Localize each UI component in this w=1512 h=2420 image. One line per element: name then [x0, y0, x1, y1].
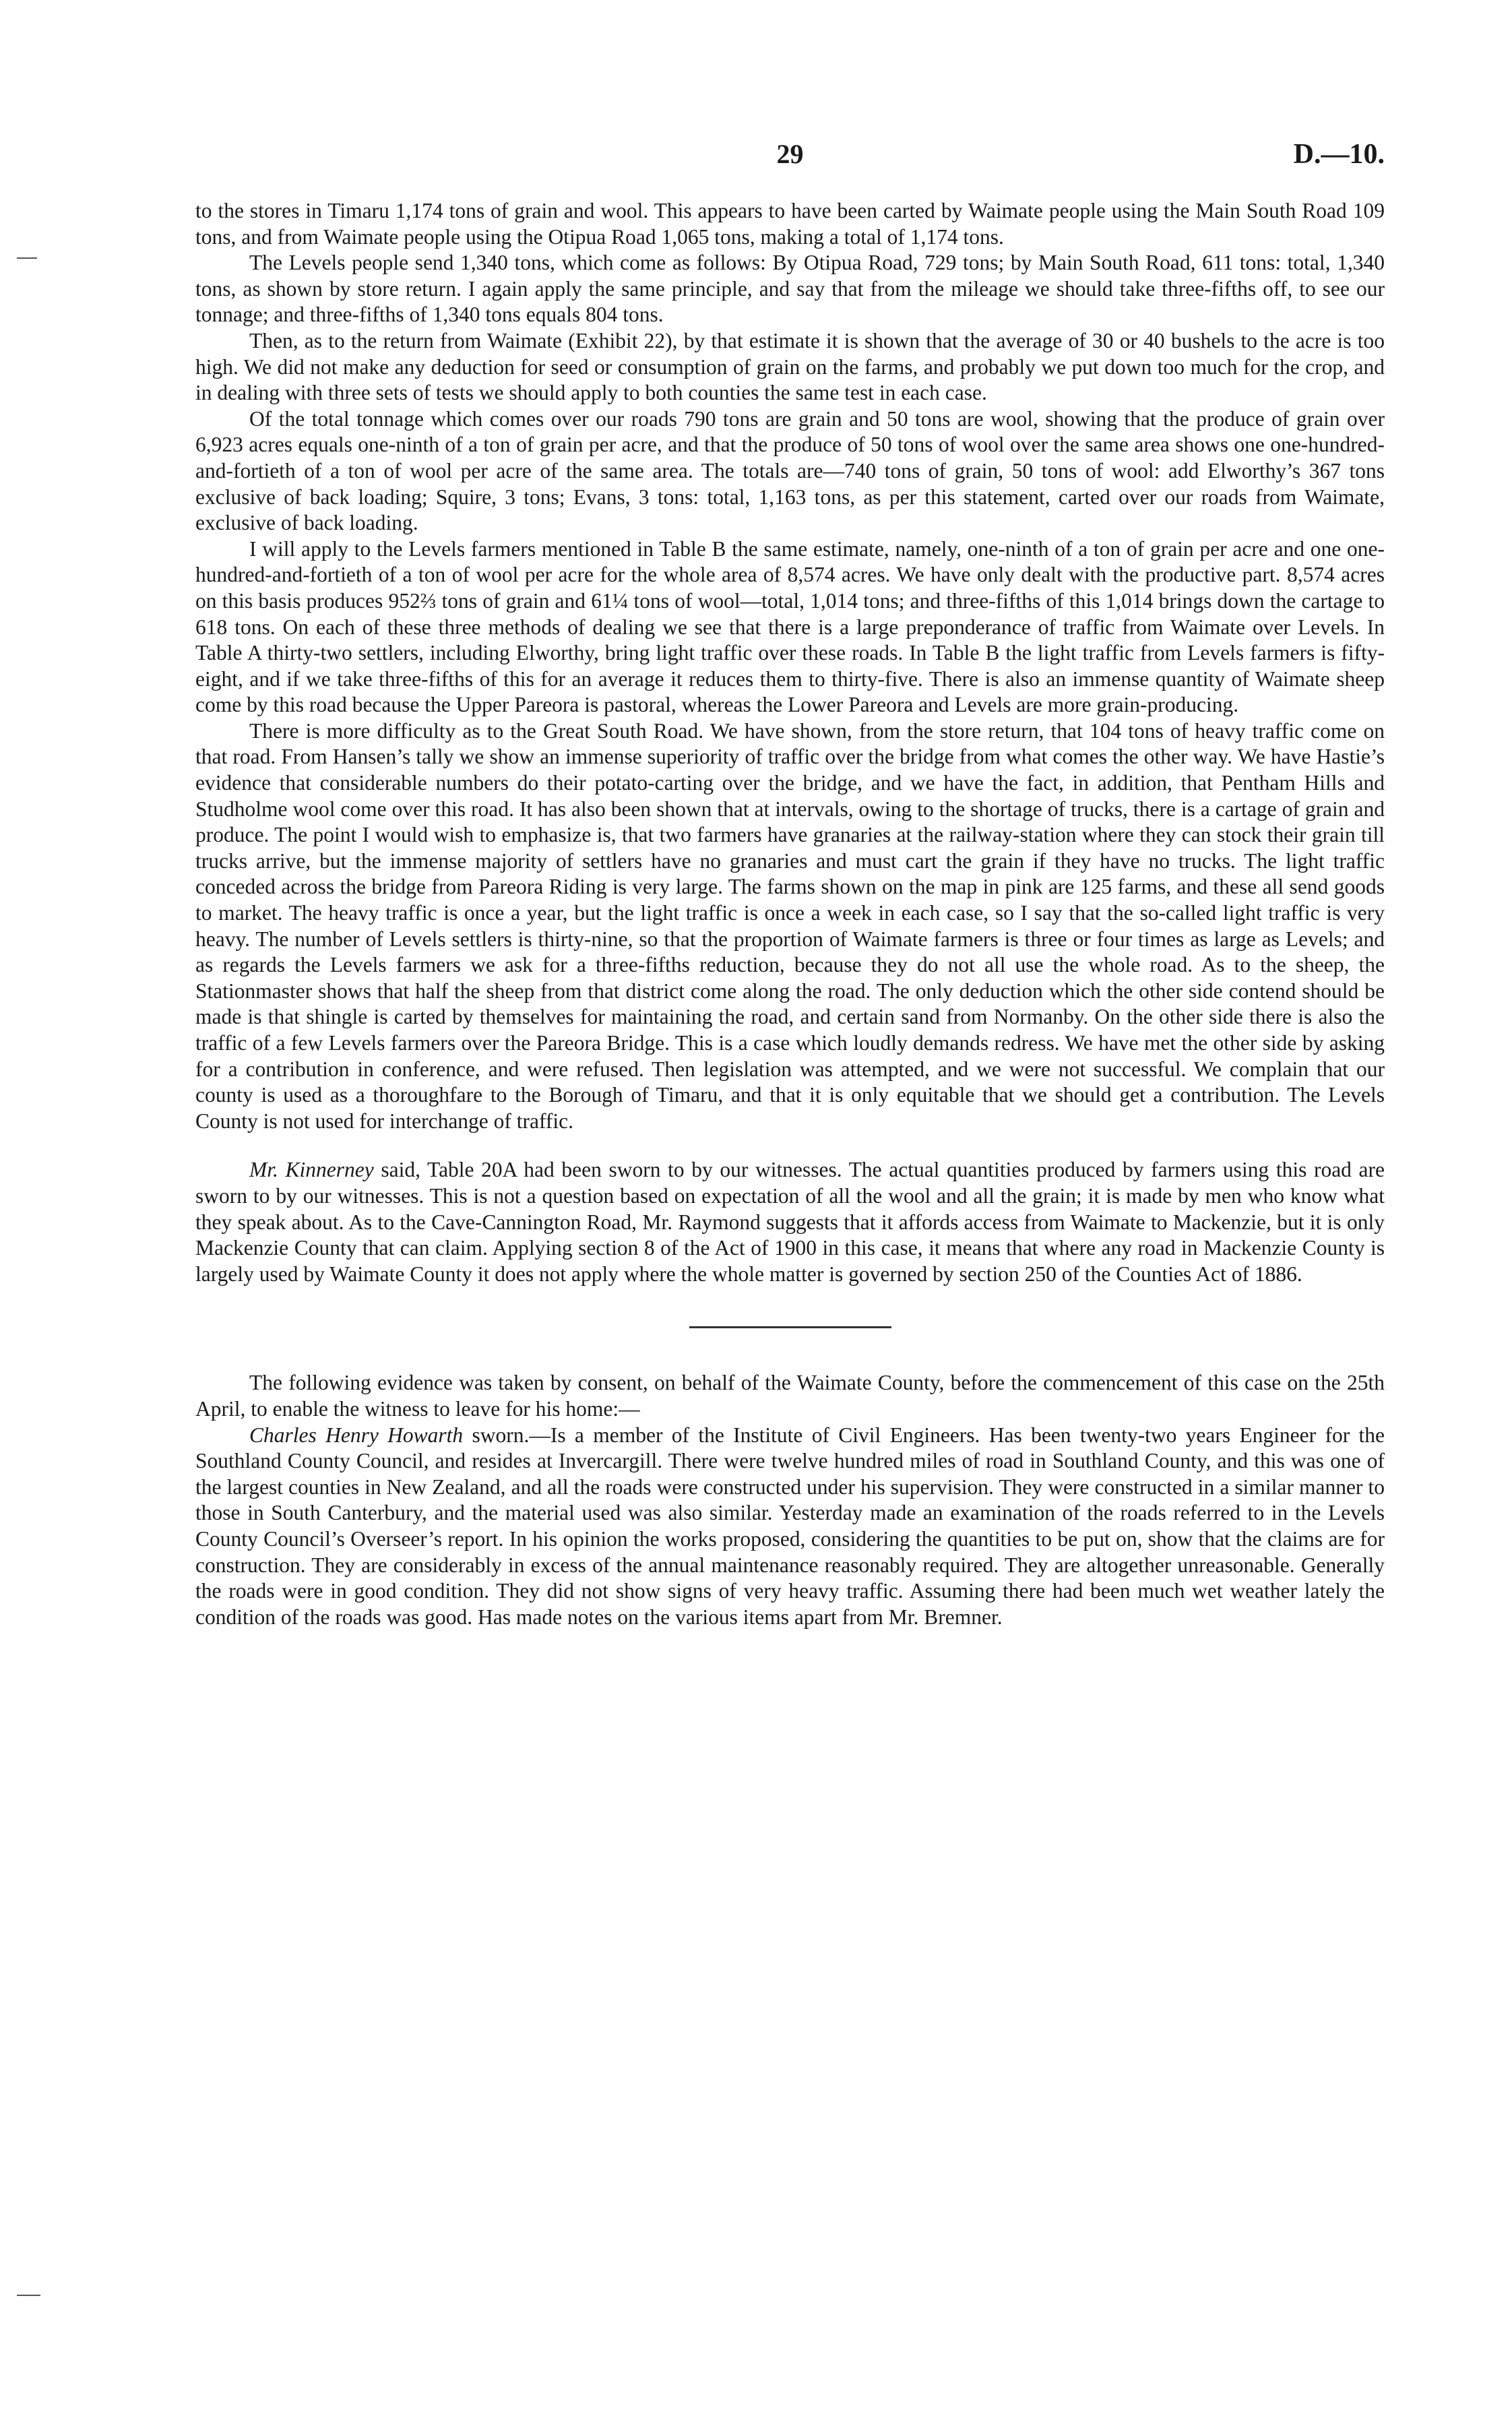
paragraph: The Levels people send 1,340 tons, which come as follows: By Otipua Road, 729 tons; by Main South Road, 611 tons: total, 1,340 tons, as shown by store return. I again apply the same principle, and say that from the mileage we should take three-fifths off, to see our tonnage; and three-fifths of 1,340 tons equals 804 tons. [195, 251, 1385, 327]
margin-mark [17, 257, 37, 259]
document-reference: D.—10. [1293, 139, 1385, 170]
paragraph: Of the total tonnage which comes over our roads 790 tons are grain and 50 tons are wool, showing that the produce of grain over 6,923 acres equals one-ninth of a ton of grain per acre, and that the produce of 50 tons of wool over the same area shows one one-hundred-and-fortieth of a ton of wool per acre of the same area. The totals are—740 tons of grain, 50 tons of wool: add Elworthy’s 367 tons exclusive of back loading; Squire, 3 tons; Evans, 3 tons: total, 1,163 tons, as per this statement, carted over our roads from Waimate, exclusive of back loading. [195, 406, 1385, 535]
evidence-intro: The following evidence was taken by consent, on behalf of the Waimate County, before the commencement of this case on the 25th April, to enable the witness to leave for his home:— [195, 1371, 1385, 1421]
paragraph: There is more difficulty as to the Great South Road. We have shown, from the store return, that 104 tons of heavy traffic come on that road. From Hansen’s tally we show an immense superiority of traffic over the bridge from what comes the other way. We have Hastie’s evidence that considerable numbers do their potato-carting over the bridge, and we have the fact, in addition, that Pentham Hills and Studholme wool come over this road. It has also been shown that at intervals, owing to the shortage of trucks, there is a cartage of grain and produce. The point I would wish to emphasize is, that two farmers have granaries at the railway-station where they can stock their grain till trucks arrive, but the immense majority of settlers have no granaries and must cart the grain if they have no trucks. The light traffic conceded across the bridge from Pareora Riding is very large. The farms shown on the map in pink are 125 farms, and these all send goods to market. The heavy traffic is once a year, but the light traffic is once a week in each case, so I say that the so-called light traffic is very heavy. The number of Levels settlers is thirty-nine, so that the proportion of Waimate farmers is three or four times as large as Levels; and as regards the Levels farmers we ask for a three-fifths reduction, because they do not all use the whole road. As to the sheep, the Stationmaster shows that half the sheep from that district come along the road. The only deduction which the other side contend should be made is that shingle is carted by themselves for maintaining the road, and certain sand from Normanby. On the other side there is also the traffic of a few Levels farmers over the Pareora Bridge. This is a case which loudly demands redress. We have met the other side by asking for a contribution in conference, and were refused. Then legislation was attempted, and we were not successful. We complain that our county is used as a thoroughfare to the Borough of Timaru, and that it is only equitable that we should get a contribution. The Levels County is not used for interchange of traffic. [195, 718, 1385, 1133]
howarth-paragraph [195, 1423, 1385, 1631]
kinnerney-paragraph [195, 1157, 1385, 1287]
margin-mark [17, 2295, 40, 2296]
witness-text: sworn.—Is a member of the Institute of Civil Engineers. Has been twenty-two years Engineer for the Southland County Council, and resides at Invercargill. There were twelve hundred miles of road in Southland County, and this was one of the largest counties in New Zealand, and all the roads were constructed under his supervision. They were constructed in a similar manner to those in South Canterbury, and the material used was also similar. Yesterday made an examination of the roads referred to in the Levels County Council’s Overseer’s report. In his opinion the works proposed, considering the quantities to be put on, show that the claims are for construction. They are considerably in excess of the annual maintenance reasonably required. They are altogether unreasonable. Generally the roads were in good condition. They did not show signs of very heavy traffic. Assuming there had been much wet weather lately the condition of the roads was good. Has made notes on the various items apart from Mr. Bremner. [195, 1423, 1385, 1629]
speaker-text: said, Table 20A had been sworn to by our witnesses. The actual quantities produced by farmers using this road are sworn to by our witnesses. This is not a question based on expectation of all the wool and all the grain; it is made by men who know what they speak about. As to the Cave-Cannington Road, Mr. Raymond suggests that it affords access from Waimate to Mackenzie, but it is only Mackenzie County that can claim. Applying section 8 of the Act of 1900 in this case, it means that where any road in Mackenzie County is largely used by Waimate County it does not apply where the whole matter is governed by section 250 of the Counties Act of 1886. [195, 1158, 1385, 1286]
page-header [195, 138, 1385, 179]
body-text [195, 198, 1385, 1630]
speaker-name: Mr. Kinnerney [249, 1158, 374, 1182]
page-number: 29 [776, 139, 804, 169]
section-divider [689, 1326, 891, 1328]
paragraph: Then, as to the return from Waimate (Exhibit 22), by that estimate it is shown that the average of 30 or 40 bushels to the acre is too high. We did not make any deduction for seed or consumption of grain on the farms, and probably we put down too much for the crop, and in dealing with three sets of tests we should apply to both counties the same test in each case. [195, 328, 1385, 405]
witness-name: Charles Henry Howarth [249, 1423, 464, 1447]
paragraph: to the stores in Timaru 1,174 tons of grain and wool. This appears to have been carted by Waimate people using the Main South Road 109 tons, and from Waimate people using the Otipua Road 1,065 tons, making a total of 1,174 tons. [195, 199, 1385, 249]
paragraph: I will apply to the Levels farmers mentioned in Table B the same estimate, namely, one-ninth of a ton of grain per acre and one one-hundred-and-fortieth of a ton of wool per acre for the whole area of 8,574 acres. We have only dealt with the productive part. 8,574 acres on this basis produces 952⅔ tons of grain and 61¼ tons of wool—total, 1,014 tons; and three-fifths of this 1,014 brings down the cartage to 618 tons. On each of these three methods of dealing we see that there is a large preponderance of traffic from Waimate over Levels. In Table A thirty-two settlers, including Elworthy, bring light traffic over these roads. In Table B the light traffic from Levels farmers is fifty-eight, and if we take three-fifths of this for an average it reduces them to thirty-five. There is also an immense quantity of Waimate sheep come by this road because the Upper Pareora is pastoral, whereas the Lower Pareora and Levels are more grain-producing. [195, 536, 1385, 717]
